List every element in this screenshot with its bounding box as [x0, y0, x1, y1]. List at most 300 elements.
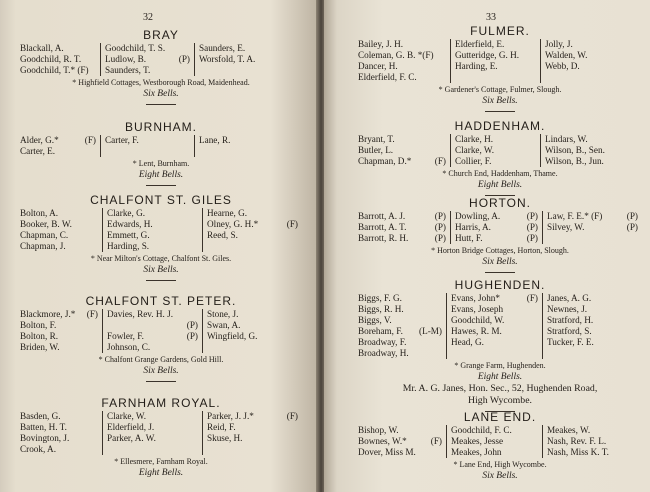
member-mark: (L-M) [419, 326, 442, 336]
member-column [20, 411, 102, 455]
bells-count: Six Bells. [143, 265, 179, 275]
member-name: Hutt, F. [455, 233, 483, 243]
address-footnote: * Chalfont Grange Gardens, Gold Hill. [98, 355, 224, 364]
member-mark [295, 43, 298, 54]
member-name: Webb, D. [545, 61, 580, 71]
member-name: Elderfield, F. C. [358, 72, 417, 82]
member-name: Bolton, R. [20, 331, 59, 341]
member-name: Gutteridge, G. H. [455, 50, 520, 60]
member-mark: (F) [286, 411, 298, 421]
member-column [358, 39, 450, 83]
member-mark: (F) [430, 436, 442, 446]
member-entry [451, 326, 538, 337]
member-mark [443, 72, 446, 83]
member-column [202, 309, 302, 353]
member-name: Emmett, G. [107, 230, 150, 240]
member-mark [195, 219, 198, 230]
member-entry [451, 436, 538, 447]
member-column [20, 309, 102, 353]
member-mark [295, 433, 298, 444]
member-mark [295, 331, 298, 342]
member-mark [93, 43, 96, 54]
member-entry [358, 39, 446, 50]
member-mark [295, 320, 298, 331]
member-columns [358, 39, 642, 83]
member-column [20, 135, 100, 157]
section-fulmer [358, 24, 642, 112]
member-entry [105, 43, 190, 54]
member-name: Stratford, H. [547, 315, 594, 325]
member-entry [20, 54, 96, 65]
section-heading: FULMER. [470, 24, 530, 38]
member-entry [455, 233, 538, 244]
section-heading: FARNHAM ROYAL. [101, 396, 221, 410]
member-mark [635, 39, 638, 50]
member-entry [547, 211, 638, 222]
member-column [446, 293, 542, 359]
member-name: Walden, W. [545, 50, 588, 60]
member-mark [95, 241, 98, 252]
member-column [102, 411, 202, 455]
member-entry [358, 326, 442, 337]
member-mark: (P) [626, 211, 638, 221]
member-name: Bownes, W.* [358, 436, 407, 446]
member-name: Stratford, S. [547, 326, 592, 336]
member-mark [635, 326, 638, 337]
member-entry [358, 293, 442, 304]
member-name: Head, G. [451, 337, 484, 347]
member-mark [95, 433, 98, 444]
member-mark [93, 65, 96, 76]
member-entry [358, 304, 442, 315]
member-entry [358, 315, 442, 326]
member-name: Saunders, T. [105, 65, 151, 75]
member-entry [20, 241, 98, 252]
member-entry [207, 331, 298, 342]
member-mark [195, 241, 198, 252]
member-entry [20, 309, 98, 320]
member-name: Elderfield, E. [455, 39, 505, 49]
left-page [0, 0, 318, 492]
member-column [202, 208, 302, 252]
bells-count: Six Bells. [482, 471, 518, 481]
member-column [358, 134, 450, 167]
member-mark [187, 43, 190, 54]
section-heading: HORTON. [469, 196, 531, 210]
member-name: Evans, Joseph [451, 304, 504, 314]
member-entry [199, 43, 298, 54]
member-column [542, 425, 642, 458]
member-mark [195, 342, 198, 353]
member-entry [451, 425, 538, 436]
member-name: Stone, J. [207, 309, 239, 319]
member-name: Goodchild, W. [451, 315, 505, 325]
member-column [540, 39, 642, 83]
member-mark [443, 134, 446, 145]
member-entry [455, 50, 536, 61]
member-mark: (P) [186, 331, 198, 341]
member-name: Clarke, W. [107, 411, 147, 421]
member-mark [635, 156, 638, 167]
member-mark: (P) [434, 222, 446, 232]
member-mark [95, 422, 98, 433]
member-name: Saunders, E. [199, 43, 246, 53]
member-name: Olney, G. H.* [207, 219, 259, 229]
member-entry [20, 320, 98, 331]
member-name: Bolton, F. [20, 320, 57, 330]
section-burnham [20, 120, 302, 186]
member-name: Boreham, F. [358, 326, 403, 336]
member-name: Reid, F. [207, 422, 236, 432]
member-name: Meakes, John [451, 447, 502, 457]
bells-count: Six Bells. [143, 366, 179, 376]
member-name: Biggs, V. [358, 315, 392, 325]
member-entry [358, 425, 442, 436]
member-entry [207, 219, 298, 230]
member-name: Fowler, F. [107, 331, 144, 341]
member-entry [20, 331, 98, 342]
member-entry [107, 320, 198, 331]
member-column [20, 208, 102, 252]
member-name: Wilson, B., Jun. [545, 156, 604, 166]
member-mark [535, 425, 538, 436]
member-mark [535, 447, 538, 458]
member-name: Wingfield, G. [207, 331, 258, 341]
member-name: Goodchild, R. T. [20, 54, 82, 64]
member-mark [535, 315, 538, 326]
page-number: 32 [143, 12, 153, 23]
member-entry [455, 134, 536, 145]
member-entry [107, 342, 198, 353]
member-mark [195, 411, 198, 422]
member-entry [455, 145, 536, 156]
member-entry [545, 156, 638, 167]
member-mark: (P) [626, 222, 638, 232]
member-mark [443, 145, 446, 156]
member-name: Lindars, W. [545, 134, 588, 144]
address-footnote: * Near Milton's Cottage, Chalfont St. Giles. [90, 254, 232, 263]
member-name: Chapman, D.* [358, 156, 412, 166]
member-mark [535, 436, 538, 447]
member-columns [358, 211, 642, 244]
member-entry [20, 342, 98, 353]
member-name: Meakes, W. [547, 425, 591, 435]
secretary-note: Mr. A. G. Janes, Hon. Sec., 52, Hughenden Road, [402, 383, 598, 394]
member-mark [295, 135, 298, 146]
member-name: Tucker, F. E. [547, 337, 594, 347]
member-mark [195, 433, 198, 444]
member-entry [545, 39, 638, 50]
member-mark [635, 145, 638, 156]
member-mark [439, 425, 442, 436]
member-mark [635, 61, 638, 72]
member-entry [451, 304, 538, 315]
member-mark [439, 337, 442, 348]
member-entry [105, 135, 190, 146]
member-entry [455, 222, 538, 233]
member-mark: (F) [286, 219, 298, 229]
member-entry [358, 50, 446, 61]
member-mark [635, 425, 638, 436]
member-mark [295, 309, 298, 320]
member-entry [358, 233, 446, 244]
member-entry [547, 447, 638, 458]
member-entry [20, 422, 98, 433]
member-columns [20, 208, 302, 252]
member-entry [455, 61, 536, 72]
member-mark [195, 230, 198, 241]
member-mark [635, 304, 638, 315]
member-entry [358, 72, 446, 83]
member-mark: (P) [186, 320, 198, 330]
section-farnham-royal [20, 396, 302, 479]
member-entry [451, 337, 538, 348]
member-column [202, 411, 302, 455]
member-entry [547, 304, 638, 315]
member-mark [535, 337, 538, 348]
member-mark: (P) [178, 54, 190, 64]
member-entry [207, 433, 298, 444]
address-footnote: * Horton Bridge Cottages, Horton, Slough. [431, 246, 569, 255]
member-entry [207, 422, 298, 433]
member-mark [443, 39, 446, 50]
member-entry [451, 447, 538, 458]
member-columns [20, 43, 302, 76]
section-heading: CHALFONT ST. GILES [90, 193, 232, 207]
member-column [194, 135, 302, 157]
section-heading: BURNHAM. [124, 120, 197, 134]
member-name: Broadway, H. [358, 348, 409, 358]
member-column [102, 208, 202, 252]
bells-count: Eight Bells. [138, 468, 184, 478]
member-entry [20, 444, 98, 455]
member-name: Goodchild, T. S. [105, 43, 166, 53]
section-chalfont-st-peter [20, 294, 302, 382]
bells-count: Six Bells. [143, 89, 179, 99]
member-name: Wilson, B., Sen. [545, 145, 605, 155]
member-entry [455, 211, 538, 222]
member-entry [107, 208, 198, 219]
member-entry [358, 61, 446, 72]
member-entry [105, 54, 190, 65]
section-divider [146, 104, 176, 105]
member-entry [547, 315, 638, 326]
member-entry [547, 425, 638, 436]
member-name: Johnson, C. [107, 342, 151, 352]
member-name: Alder, G.* [20, 135, 59, 145]
address-footnote: * Ellesmere, Farnham Royal. [114, 457, 208, 466]
member-name: Elderfield, J. [107, 422, 155, 432]
member-column [194, 43, 302, 76]
member-name: Butler, L. [358, 145, 394, 155]
member-name: Parker, A. W. [107, 433, 156, 443]
member-name: Batten, H. T. [20, 422, 67, 432]
member-name: Barrott, A. J. [358, 211, 406, 221]
member-entry [20, 208, 98, 219]
member-name: Skuse, H. [207, 433, 243, 443]
section-heading: HUGHENDEN. [454, 278, 546, 292]
member-column [446, 425, 542, 458]
member-mark [95, 208, 98, 219]
member-name: Swan, A. [207, 320, 241, 330]
member-mark [187, 135, 190, 146]
member-entry [199, 54, 298, 65]
member-entry [547, 436, 638, 447]
member-mark [635, 315, 638, 326]
member-mark [195, 208, 198, 219]
member-name: Law, F. E.* (F) [547, 211, 603, 221]
member-name: Bryant, T. [358, 134, 395, 144]
member-mark [535, 326, 538, 337]
member-mark [295, 422, 298, 433]
section-divider [146, 185, 176, 186]
member-columns [358, 134, 642, 167]
member-mark: (F) [84, 135, 96, 145]
member-name: Janes, A. G. [547, 293, 592, 303]
bells-count: Six Bells. [482, 96, 518, 106]
member-mark [439, 348, 442, 359]
member-name: Chapman, C. [20, 230, 69, 240]
section-chalfont-st-giles [20, 193, 302, 281]
member-mark [95, 331, 98, 342]
bells-count: Eight Bells. [477, 180, 523, 190]
member-entry [358, 436, 442, 447]
member-entry [358, 348, 442, 359]
member-entry [358, 156, 446, 167]
member-entry [358, 337, 442, 348]
member-name: Lane, R. [199, 135, 231, 145]
page-number: 33 [486, 12, 496, 23]
member-column [20, 43, 100, 76]
member-mark [439, 304, 442, 315]
member-entry [358, 134, 446, 145]
member-mark [635, 293, 638, 304]
member-mark [95, 219, 98, 230]
member-entry [20, 433, 98, 444]
member-mark [95, 320, 98, 331]
secretary-note: High Wycombe. [468, 395, 532, 406]
member-name: Parker, J. J.* [207, 411, 254, 421]
bells-count: Eight Bells. [477, 372, 523, 382]
member-name: Nash, Rev. F. L. [547, 436, 607, 446]
member-mark: (P) [526, 233, 538, 243]
member-name: Harding, E. [455, 61, 498, 71]
member-name: Broadway, F. [358, 337, 407, 347]
member-entry [107, 411, 198, 422]
member-entry [545, 61, 638, 72]
member-mark: (F) [526, 293, 538, 303]
section-heading: LANE END. [463, 410, 537, 424]
member-mark [533, 61, 536, 72]
member-mark: (F) [86, 309, 98, 319]
member-name: Edwards, H. [107, 219, 153, 229]
member-name: Bovington, J. [20, 433, 70, 443]
member-entry [207, 411, 298, 422]
member-name: Biggs, F. G. [358, 293, 402, 303]
member-name: Dancer, H. [358, 61, 398, 71]
member-name: Reed, S. [207, 230, 238, 240]
member-entry [358, 145, 446, 156]
member-name: Crook, A. [20, 444, 56, 454]
member-mark [93, 146, 96, 157]
member-mark: (P) [434, 233, 446, 243]
member-columns [20, 135, 302, 157]
member-mark [533, 156, 536, 167]
member-name: Booker, B. W. [20, 219, 72, 229]
member-entry [107, 331, 198, 342]
member-mark [533, 145, 536, 156]
member-name: Davies, Rev. H. J. [107, 309, 174, 319]
member-mark [533, 134, 536, 145]
member-column [542, 293, 642, 359]
member-mark [439, 293, 442, 304]
member-name: Worsfold, T. A. [199, 54, 256, 64]
member-entry [547, 293, 638, 304]
member-name: Dowling, A. [455, 211, 501, 221]
member-name: Newnes, J. [547, 304, 588, 314]
member-mark [635, 50, 638, 61]
member-name: Jolly, J. [545, 39, 573, 49]
member-name: Biggs, R. H. [358, 304, 404, 314]
member-column [542, 211, 642, 244]
member-name: Carter, F. [105, 135, 139, 145]
member-columns [20, 411, 302, 455]
member-column [100, 135, 194, 157]
section-horton [358, 196, 642, 273]
member-columns [20, 309, 302, 353]
member-name: Basden, G. [20, 411, 61, 421]
member-entry [199, 135, 298, 146]
member-entry [107, 433, 198, 444]
member-mark [93, 54, 96, 65]
member-mark [295, 208, 298, 219]
member-entry [545, 145, 638, 156]
member-name: Meakes, Jesse [451, 436, 504, 446]
member-name: Barrott, R. H. [358, 233, 409, 243]
section-heading: HADDENHAM. [454, 119, 546, 133]
member-entry [20, 43, 96, 54]
member-entry [455, 156, 536, 167]
member-entry [545, 134, 638, 145]
member-mark [195, 422, 198, 433]
section-bray [20, 28, 302, 105]
member-entry [20, 230, 98, 241]
member-entry [547, 222, 638, 233]
member-column [450, 211, 542, 244]
member-mark [295, 230, 298, 241]
section-divider [146, 381, 176, 382]
section-haddenham [358, 119, 642, 196]
member-entry [547, 326, 638, 337]
member-mark [187, 65, 190, 76]
member-name: Evans, John* [451, 293, 500, 303]
member-column [358, 293, 446, 359]
section-divider [485, 272, 515, 273]
member-name: Goodchild, F. C. [451, 425, 512, 435]
member-name: Coleman, G. B. *(F) [358, 50, 434, 60]
member-name: Carter, E. [20, 146, 56, 156]
member-entry [107, 219, 198, 230]
member-name: Goodchild, T.* (F) [20, 65, 89, 75]
member-name: Harding, S. [107, 241, 150, 251]
member-entry [207, 208, 298, 219]
member-name: Blackmore, J.* [20, 309, 76, 319]
section-divider [485, 111, 515, 112]
address-footnote: * Grange Farm, Hughenden. [454, 361, 546, 370]
section-divider [146, 280, 176, 281]
member-column [450, 39, 540, 83]
member-mark [443, 61, 446, 72]
